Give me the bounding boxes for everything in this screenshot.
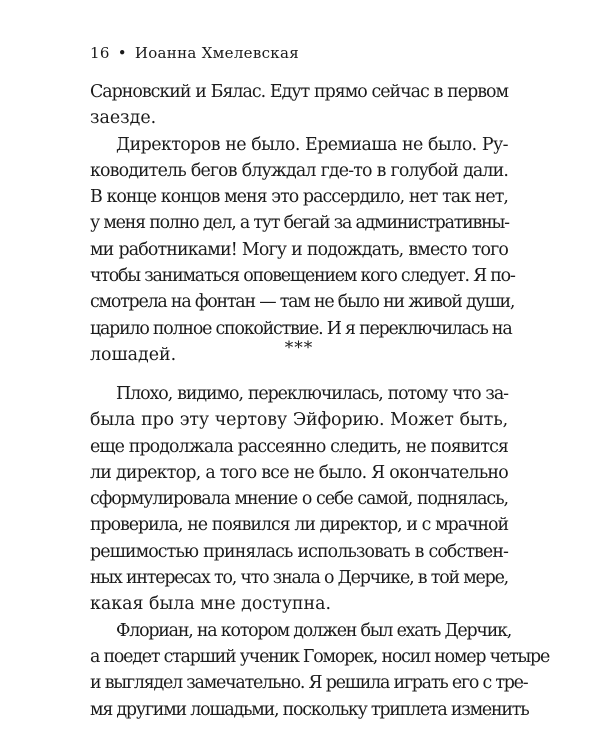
text-line: была про эту чертову Эйфорию. Может быть, — [90, 410, 508, 431]
text-line: какая была мне доступна. — [90, 594, 332, 615]
author-name: Иоанна Хмелевская — [134, 44, 299, 62]
text-line: у меня полно дел, а тут бегай за административны- — [90, 213, 509, 234]
text-line: сформулировала мнение о себе самой, поднялась, — [90, 489, 508, 510]
header-separator: • — [117, 44, 127, 62]
text-line: мя другими лошадьми, поскольку триплета изменить — [90, 699, 529, 720]
text-line: заезде. — [90, 108, 157, 129]
page-number: 16 — [90, 44, 110, 62]
text-line: ководитель бегов блуждал где-то в голубой дали. — [90, 160, 508, 181]
section-divider: *** — [284, 338, 314, 358]
text-line: смотрела на фонтан — там не было ни живой души, — [90, 292, 515, 313]
text-line: ми работниками! Могу и подождать, вместо того — [90, 239, 508, 260]
text-section-2 — [90, 381, 550, 723]
text-line: царило полное спокойствие. И я переключилась на — [90, 318, 512, 339]
text-line: решимостью принялась использовать в собствен- — [90, 541, 508, 562]
text-line: В конце концов меня это рассердило, нет так нет, — [90, 187, 508, 208]
text-line: лошадей. — [90, 344, 177, 365]
text-line: ли директор, а того все не было. Я окончательно — [90, 462, 508, 483]
text-line: проверила, не появился ли директор, и с мрачной — [90, 515, 508, 536]
text-line: еще продолжала рассеянно следить, не появится — [90, 436, 508, 457]
text-line: Плохо, видимо, переключилась, потому что за- — [116, 384, 508, 404]
text-line: а поедет старший ученик Гоморек, носил номер четыре — [90, 646, 550, 667]
text-line: чтобы заниматься оповещением кого следует. Я по- — [90, 266, 515, 287]
text-section-1 — [90, 79, 515, 368]
text-line: Флориан, на котором должен был ехать Дерчик, — [116, 620, 512, 641]
text-line: ных интересах то, что знала о Дерчике, в той мере, — [90, 568, 508, 589]
text-line: и выглядел замечательно. Я решила играть его с тре- — [90, 673, 528, 694]
text-line: Сарновский и Бялас. Едут прямо сейчас в первом — [90, 82, 508, 102]
text-line: Директоров не было. Еремиаша не было. Ру- — [116, 134, 508, 155]
running-head — [90, 44, 299, 62]
